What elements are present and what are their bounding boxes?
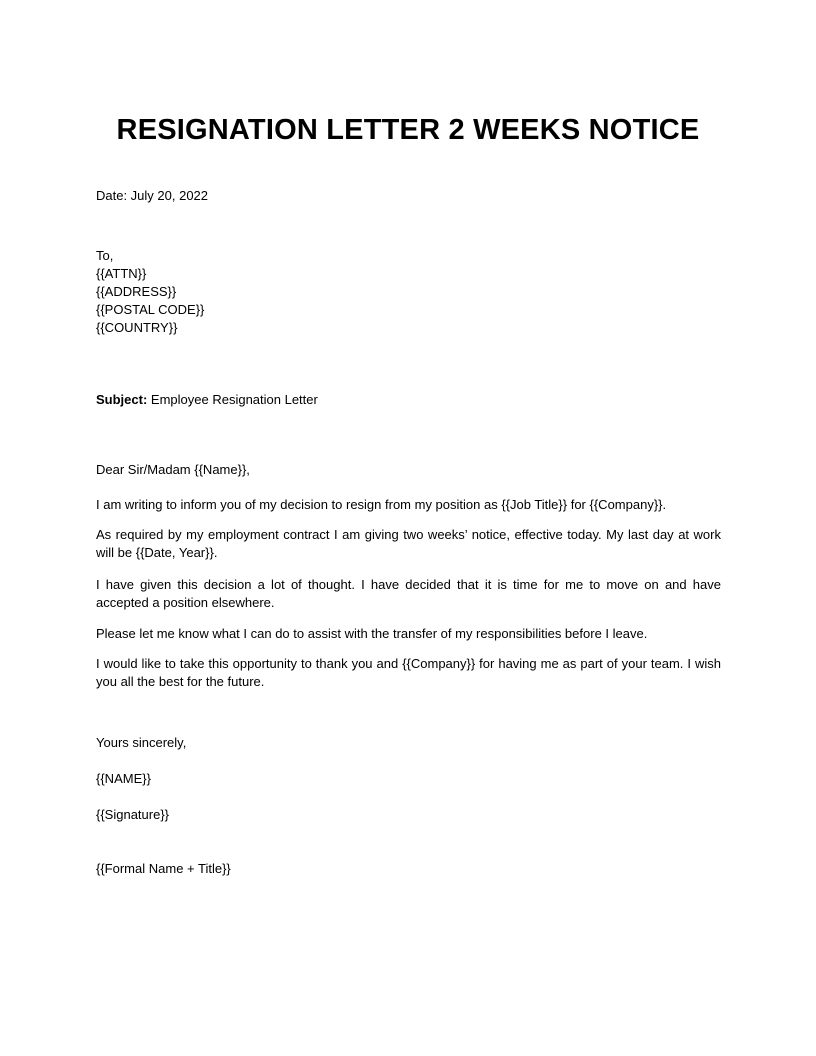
recipient-block: [96, 247, 721, 337]
paragraph-text: As required by my employment contract I am giving two weeks’ notice, effective today. My last day at work will be {{Date, Year}}.: [96, 527, 721, 560]
signature: [96, 806, 721, 824]
date-line: [96, 187, 721, 205]
formal-name-title: [96, 860, 721, 878]
recipient-country: {{COUNTRY}}: [96, 320, 178, 335]
sender-name-text: {{NAME}}: [96, 771, 151, 786]
date-text: Date: July 20, 2022: [96, 188, 209, 203]
recipient-postal-code: {{POSTAL CODE}}: [96, 302, 205, 317]
body-paragraph-3: [96, 576, 721, 612]
document-title: RESIGNATION LETTER 2 WEEKS NOTICE: [116, 114, 700, 146]
recipient-attn: {{ATTN}}: [96, 266, 147, 281]
salutation: [96, 461, 721, 479]
body-paragraph-4: [96, 625, 721, 643]
subject-line: [96, 391, 721, 409]
body-paragraph-2: [96, 526, 721, 562]
signature-text: {{Signature}}: [96, 807, 170, 822]
salutation-text: Dear Sir/Madam {{Name}},: [96, 462, 250, 477]
recipient-address: {{ADDRESS}}: [96, 284, 177, 299]
subject-label: Subject:: [96, 392, 148, 407]
paragraph-text: Please let me know what I can do to assist with the transfer of my responsibilities before I leave.: [96, 626, 648, 641]
paragraph-text: I have given this decision a lot of thought. I have decided that it is time for me to move on and have accepted a position elsewhere.: [96, 577, 721, 610]
body-paragraph-5: [96, 655, 721, 691]
formal-name-title-text: {{Formal Name + Title}}: [96, 861, 231, 876]
closing: [96, 734, 721, 752]
subject-text: Employee Resignation Letter: [147, 392, 318, 407]
paragraph-text: I would like to take this opportunity to thank you and {{Company}} for having me as part of your team. I wish you all the best for the future.: [96, 656, 721, 689]
body-paragraph-1: [96, 496, 721, 514]
paragraph-text: I am writing to inform you of my decision to resign from my position as {{Job Title}} for {{Company}}.: [96, 497, 667, 512]
sender-name: [96, 770, 721, 788]
closing-text: Yours sincerely,: [96, 735, 187, 750]
recipient-to: To,: [96, 248, 114, 263]
